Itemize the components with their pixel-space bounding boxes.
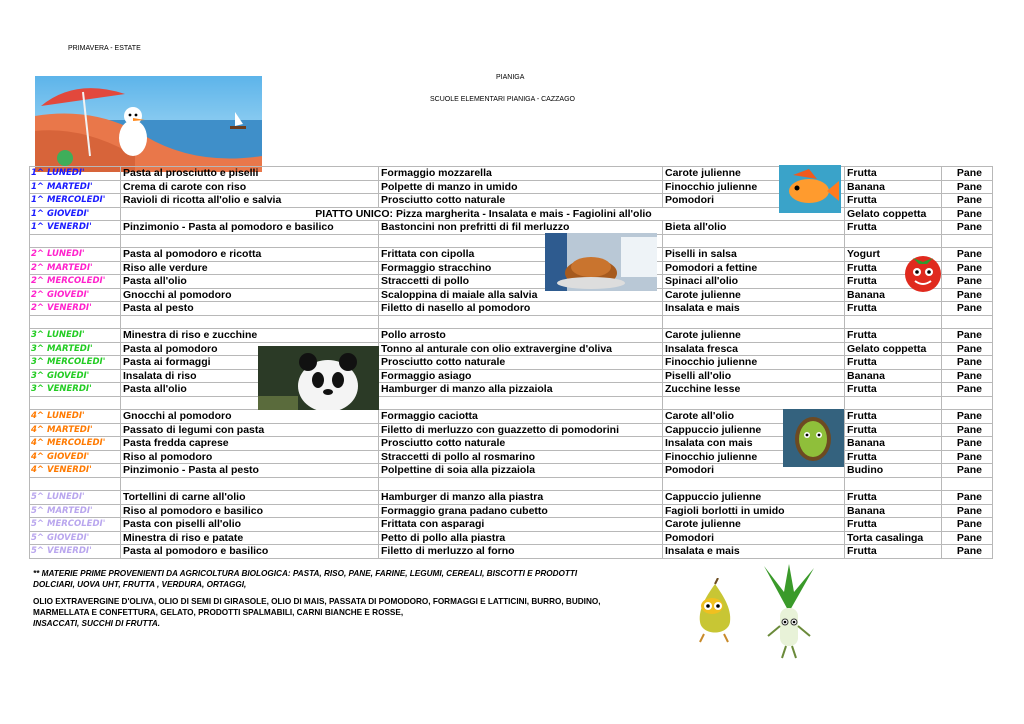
weekly-menu-table xyxy=(29,166,993,559)
menu-row xyxy=(30,329,993,343)
day-label: 1^ GIOVEDI' xyxy=(30,207,121,221)
day-label: 5^ MERCOLEDI' xyxy=(30,518,121,532)
fruit-dessert-cell: Banana xyxy=(845,504,942,518)
second-course-cell: Straccetti di pollo xyxy=(379,275,663,289)
empty-cell xyxy=(663,234,845,248)
empty-cell xyxy=(845,234,942,248)
second-course-cell: Formaggio asiago xyxy=(379,369,663,383)
day-label: 1^ VENERDI' xyxy=(30,221,121,235)
first-course-cell: Pasta al pomodoro e basilico xyxy=(121,545,379,559)
bread-cell: Pane xyxy=(942,504,993,518)
first-course-cell: Pasta ai formaggi xyxy=(121,356,379,370)
empty-cell xyxy=(663,315,845,329)
second-course-cell: Formaggio grana padano cubetto xyxy=(379,504,663,518)
bread-cell: Pane xyxy=(942,207,993,221)
day-label: 3^ GIOVEDI' xyxy=(30,369,121,383)
first-course-cell: Passato di legumi con pasta xyxy=(121,423,379,437)
menu-row xyxy=(30,194,993,208)
bread-cell: Pane xyxy=(942,342,993,356)
first-course-cell: Pasta fredda caprese xyxy=(121,437,379,451)
day-label: 4^ VENERDI' xyxy=(30,464,121,478)
day-label: 3^ MERCOLEDI' xyxy=(30,356,121,370)
menu-row xyxy=(30,356,993,370)
day-label: 2^ MARTEDI' xyxy=(30,261,121,275)
menu-row xyxy=(30,302,993,316)
fruit-dessert-cell: Frutta xyxy=(845,275,942,289)
fruit-dessert-cell: Frutta xyxy=(845,518,942,532)
food-scene-picture xyxy=(545,233,657,291)
week-separator-row xyxy=(30,477,993,491)
menu-row xyxy=(30,369,993,383)
bread-cell: Pane xyxy=(942,194,993,208)
fruit-dessert-cell: Frutta xyxy=(845,194,942,208)
first-course-cell: Crema di carote con riso xyxy=(121,180,379,194)
bread-cell: Pane xyxy=(942,288,993,302)
side-dish-cell: Pomodori xyxy=(663,464,845,478)
second-course-cell: Scaloppina di maiale alla salvia xyxy=(379,288,663,302)
second-course-cell: Filetto di merluzzo al forno xyxy=(379,545,663,559)
side-dish-cell: Finocchio julienne xyxy=(663,180,845,194)
empty-cell xyxy=(942,477,993,491)
fruit-dessert-cell: Frutta xyxy=(845,410,942,424)
second-course-cell: Formaggio stracchino xyxy=(379,261,663,275)
side-dish-cell: Finocchio julienne xyxy=(663,356,845,370)
fruit-dessert-cell: Frutta xyxy=(845,261,942,275)
bread-cell: Pane xyxy=(942,356,993,370)
fruit-dessert-cell: Banana xyxy=(845,288,942,302)
fruit-dessert-cell: Frutta xyxy=(845,545,942,559)
bread-cell: Pane xyxy=(942,248,993,262)
bread-cell: Pane xyxy=(942,450,993,464)
side-dish-cell: Insalata e mais xyxy=(663,545,845,559)
first-course-cell: Pasta all'olio xyxy=(121,275,379,289)
week-separator-row xyxy=(30,234,993,248)
empty-cell xyxy=(30,315,121,329)
fruit-dessert-cell: Frutta xyxy=(845,167,942,181)
beach-snowman-image xyxy=(35,76,262,172)
menu-row xyxy=(30,248,993,262)
day-label: 3^ LUNEDI' xyxy=(30,329,121,343)
side-dish-cell: Carote julienne xyxy=(663,518,845,532)
second-course-cell: Hamburger di manzo alla piastra xyxy=(379,491,663,505)
fruit-dessert-cell: Frutta xyxy=(845,383,942,397)
second-course-cell: Petto di pollo alla piastra xyxy=(379,531,663,545)
pear-character-picture xyxy=(688,578,742,644)
side-dish-cell: Insalata con mais xyxy=(663,437,845,451)
side-dish-cell: Bieta all'olio xyxy=(663,221,845,235)
bread-cell: Pane xyxy=(942,329,993,343)
empty-cell xyxy=(30,477,121,491)
other-note-line: MARMELLATA E CONFETTURA, GELATO, PRODOTTI SPALMABILI, CARNI BIANCHE E ROSSE, xyxy=(33,608,404,617)
bread-cell: Pane xyxy=(942,464,993,478)
empty-cell xyxy=(379,315,663,329)
menu-row xyxy=(30,531,993,545)
first-course-cell: Riso al pomodoro e basilico xyxy=(121,504,379,518)
empty-cell xyxy=(663,477,845,491)
town-label: PIANIGA xyxy=(496,74,525,81)
side-dish-cell: Spinaci all'olio xyxy=(663,275,845,289)
second-course-cell: Frittata con cipolla xyxy=(379,248,663,262)
empty-cell xyxy=(942,315,993,329)
fruit-dessert-cell: Torta casalinga xyxy=(845,531,942,545)
bread-cell: Pane xyxy=(942,545,993,559)
day-label: 3^ VENERDI' xyxy=(30,383,121,397)
bread-cell: Pane xyxy=(942,531,993,545)
panda-picture xyxy=(258,346,379,410)
second-course-cell: Pollo arrosto xyxy=(379,329,663,343)
day-label: 5^ VENERDI' xyxy=(30,545,121,559)
second-course-cell: Filetto di nasello al pomodoro xyxy=(379,302,663,316)
second-course-cell: Straccetti di pollo al rosmarino xyxy=(379,450,663,464)
leek-character-picture xyxy=(754,562,824,660)
side-dish-cell: Pomodori xyxy=(663,194,845,208)
week-separator-row xyxy=(30,315,993,329)
menu-row xyxy=(30,342,993,356)
empty-cell xyxy=(121,234,379,248)
fruit-dessert-cell: Frutta xyxy=(845,329,942,343)
day-label: 4^ LUNEDI' xyxy=(30,410,121,424)
other-note-line: INSACCATI, SUCCHI DI FRUTTA. xyxy=(33,619,161,628)
bread-cell: Pane xyxy=(942,410,993,424)
week-separator-row xyxy=(30,396,993,410)
menu-row xyxy=(30,491,993,505)
second-course-cell: Polpettine di soia alla pizzaiola xyxy=(379,464,663,478)
kiwi-character-picture xyxy=(783,409,844,467)
side-dish-cell: Insalata fresca xyxy=(663,342,845,356)
bread-cell: Pane xyxy=(942,302,993,316)
organic-note-line: ** MATERIE PRIME PROVENIENTI DA AGRICOLTURA BIOLOGICA: PASTA, RISO, PANE, FARINE, LEGUMI, CEREALI, BISCOTTI E PRODOTTI xyxy=(33,569,578,578)
menu-row xyxy=(30,275,993,289)
first-course-cell: Pasta al pomodoro e ricotta xyxy=(121,248,379,262)
side-dish-cell: Pomodori xyxy=(663,531,845,545)
side-dish-cell: Fagioli borlotti in umido xyxy=(663,504,845,518)
tomato-character-picture xyxy=(897,250,949,294)
fruit-dessert-cell: Frutta xyxy=(845,356,942,370)
empty-cell xyxy=(30,234,121,248)
first-course-cell: Minestra di riso e patate xyxy=(121,531,379,545)
footnotes xyxy=(33,568,673,629)
menu-row xyxy=(30,288,993,302)
bread-cell: Pane xyxy=(942,369,993,383)
empty-cell xyxy=(379,477,663,491)
menu-row xyxy=(30,261,993,275)
side-dish-cell: Finocchio julienne xyxy=(663,450,845,464)
side-dish-cell: Carote julienne xyxy=(663,329,845,343)
second-course-cell: Polpette di manzo in umido xyxy=(379,180,663,194)
menu-row xyxy=(30,450,993,464)
day-label: 1^ MARTEDI' xyxy=(30,180,121,194)
empty-cell xyxy=(845,396,942,410)
day-label: 4^ MARTEDI' xyxy=(30,423,121,437)
bread-cell: Pane xyxy=(942,221,993,235)
side-dish-cell: Piselli in salsa xyxy=(663,248,845,262)
second-course-cell: Tonno al anturale con olio extravergine d'oliva xyxy=(379,342,663,356)
school-label: SCUOLE ELEMENTARI PIANIGA - CAZZAGO xyxy=(430,96,575,103)
day-label: 2^ LUNEDI' xyxy=(30,248,121,262)
organic-note-line: DOLCIARI, UOVA UHT, FRUTTA , VERDURA, ORTAGGI, xyxy=(33,580,247,589)
side-dish-cell: Carote julienne xyxy=(663,288,845,302)
second-course-cell: Prosciutto cotto naturale xyxy=(379,437,663,451)
day-label: 4^ MERCOLEDI' xyxy=(30,437,121,451)
other-note-line: OLIO EXTRAVERGINE D'OLIVA, OLIO DI SEMI DI GIRASOLE, OLIO DI MAIS, PASSATA DI POMODORO, FORMAGGI E LATTICINI, BURRO, BUDINO, xyxy=(33,597,601,606)
second-course-cell: Formaggio mozzarella xyxy=(379,167,663,181)
empty-cell xyxy=(379,396,663,410)
first-course-cell: Minestra di riso e zucchine xyxy=(121,329,379,343)
first-course-cell: Tortellini di carne all'olio xyxy=(121,491,379,505)
side-dish-cell: Zucchine lesse xyxy=(663,383,845,397)
first-course-cell: Riso alle verdure xyxy=(121,261,379,275)
bread-cell: Pane xyxy=(942,275,993,289)
day-label: 2^ GIOVEDI' xyxy=(30,288,121,302)
single-dish-cell: PIATTO UNICO: Pizza margherita - Insalata e mais - Fagiolini all'olio xyxy=(121,207,845,221)
fruit-dessert-cell: Frutta xyxy=(845,491,942,505)
empty-cell xyxy=(121,477,379,491)
second-course-cell: Prosciutto cotto naturale xyxy=(379,356,663,370)
second-course-cell: Prosciutto cotto naturale xyxy=(379,194,663,208)
day-label: 2^ MERCOLEDI' xyxy=(30,275,121,289)
menu-row xyxy=(30,207,993,221)
fruit-dessert-cell: Gelato coppetta xyxy=(845,342,942,356)
first-course-cell: Riso al pomodoro xyxy=(121,450,379,464)
menu-row xyxy=(30,180,993,194)
season-label: PRIMAVERA - ESTATE xyxy=(68,45,141,52)
menu-row xyxy=(30,410,993,424)
second-course-cell: Bastoncini non prefritti di fil merluzzo xyxy=(379,221,663,235)
day-label: 4^ GIOVEDI' xyxy=(30,450,121,464)
first-course-cell: Pasta al pomodoro xyxy=(121,342,379,356)
fruit-dessert-cell: Gelato coppetta xyxy=(845,207,942,221)
first-course-cell: Pinzimonio - Pasta al pomodoro e basilico xyxy=(121,221,379,235)
bread-cell: Pane xyxy=(942,167,993,181)
menu-row xyxy=(30,423,993,437)
second-course-cell: Filetto di merluzzo con guazzetto di pomodorini xyxy=(379,423,663,437)
day-label: 5^ LUNEDI' xyxy=(30,491,121,505)
fruit-dessert-cell: Banana xyxy=(845,369,942,383)
bread-cell: Pane xyxy=(942,423,993,437)
first-course-cell: Pinzimonio - Pasta al pesto xyxy=(121,464,379,478)
first-course-cell: Insalata di riso xyxy=(121,369,379,383)
bread-cell: Pane xyxy=(942,383,993,397)
day-label: 5^ MARTEDI' xyxy=(30,504,121,518)
second-course-cell: Formaggio caciotta xyxy=(379,410,663,424)
menu-row xyxy=(30,464,993,478)
first-course-cell: Pasta al prosciutto e piselli xyxy=(121,167,379,181)
empty-cell xyxy=(942,396,993,410)
day-label: 1^ MERCOLEDI' xyxy=(30,194,121,208)
day-label: 1^ LUNEDI' xyxy=(30,167,121,181)
side-dish-cell: Cappuccio julienne xyxy=(663,423,845,437)
fruit-dessert-cell: Banana xyxy=(845,437,942,451)
first-course-cell: Pasta all'olio xyxy=(121,383,379,397)
day-label: 2^ VENERDI' xyxy=(30,302,121,316)
second-course-cell: Hamburger di manzo alla pizzaiola xyxy=(379,383,663,397)
fruit-dessert-cell: Frutta xyxy=(845,302,942,316)
fruit-dessert-cell: Budino xyxy=(845,464,942,478)
menu-row xyxy=(30,518,993,532)
menu-row xyxy=(30,167,993,181)
menu-row xyxy=(30,383,993,397)
first-course-cell: Ravioli di ricotta all'olio e salvia xyxy=(121,194,379,208)
bread-cell: Pane xyxy=(942,437,993,451)
empty-cell xyxy=(845,477,942,491)
empty-cell xyxy=(942,234,993,248)
side-dish-cell: Piselli all'olio xyxy=(663,369,845,383)
fruit-dessert-cell: Frutta xyxy=(845,423,942,437)
side-dish-cell: Carote julienne xyxy=(663,167,845,181)
fruit-dessert-cell: Frutta xyxy=(845,221,942,235)
second-course-cell: Frittata con asparagi xyxy=(379,518,663,532)
side-dish-cell: Pomodori a fettine xyxy=(663,261,845,275)
empty-cell xyxy=(845,315,942,329)
side-dish-cell: Insalata e mais xyxy=(663,302,845,316)
day-label: 5^ GIOVEDI' xyxy=(30,531,121,545)
bread-cell: Pane xyxy=(942,180,993,194)
menu-row xyxy=(30,504,993,518)
fruit-dessert-cell: Banana xyxy=(845,180,942,194)
menu-row xyxy=(30,545,993,559)
side-dish-cell: Cappuccio julienne xyxy=(663,491,845,505)
empty-cell xyxy=(663,396,845,410)
empty-cell xyxy=(30,396,121,410)
empty-cell xyxy=(121,315,379,329)
side-dish-cell: Carote all'olio xyxy=(663,410,845,424)
menu-row xyxy=(30,221,993,235)
day-label: 3^ MARTEDI' xyxy=(30,342,121,356)
fruit-dessert-cell: Yogurt xyxy=(845,248,942,262)
fruit-dessert-cell: Frutta xyxy=(845,450,942,464)
first-course-cell: Pasta al pesto xyxy=(121,302,379,316)
bread-cell: Pane xyxy=(942,261,993,275)
menu-row xyxy=(30,437,993,451)
first-course-cell: Gnocchi al pomodoro xyxy=(121,288,379,302)
fish-picture xyxy=(779,165,841,213)
bread-cell: Pane xyxy=(942,518,993,532)
first-course-cell: Pasta con piselli all'olio xyxy=(121,518,379,532)
first-course-cell: Gnocchi al pomodoro xyxy=(121,410,379,424)
bread-cell: Pane xyxy=(942,491,993,505)
